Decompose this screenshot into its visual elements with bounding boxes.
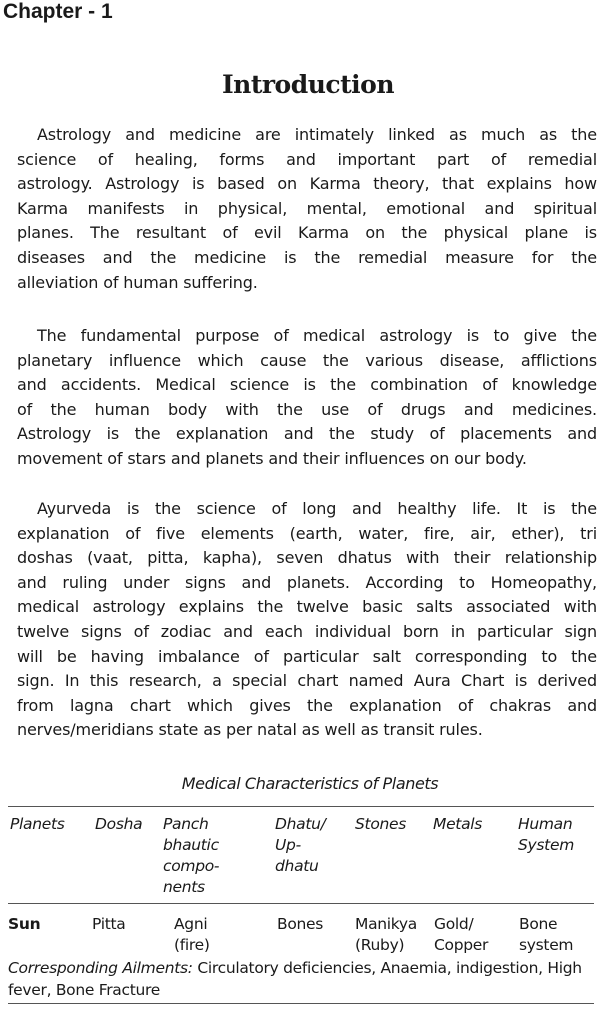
ailments-text: [8, 957, 596, 1001]
paragraph-line: explanation of five elements (earth, water, fire, air, ether), tri: [17, 523, 597, 543]
paragraph-line: medical astrology explains the twelve basic salts associated with: [17, 597, 597, 617]
paragraph-line: diseases and the medicine is the remedial measure for the: [17, 247, 597, 267]
table-header-cell: Panch bhautic compo- nents: [163, 815, 220, 896]
table-cell: Sun: [8, 915, 41, 933]
paragraph-line: Astrology is the explanation and the study of placements and: [17, 424, 597, 444]
paragraph-line: The fundamental purpose of medical astrology is to give the: [37, 326, 597, 345]
table-cell: Agni (fire): [174, 915, 210, 954]
table-header-cell: Dhatu/ Up- dhatu: [275, 815, 326, 875]
table-cell: Gold/ Copper: [434, 915, 489, 954]
table-cell: Manikya (Ruby): [355, 915, 417, 954]
table-header-cell: Metals: [433, 815, 483, 833]
table-bottom-rule: [8, 1003, 594, 1004]
chapter-heading: Chapter - 1: [3, 0, 113, 23]
paragraph-line: nerves/meridians state as per natal as well as transit rules.: [17, 720, 483, 740]
paragraph-line: Karma manifests in physical, mental, emotional and spiritual: [17, 198, 597, 218]
table-header-cell: Dosha: [95, 815, 143, 833]
paragraph-line: and accidents. Medical science is the combination of knowledge: [17, 375, 597, 395]
table-header-cell: Stones: [355, 815, 407, 833]
table-header-rule: [8, 903, 594, 904]
table-cell: Bones: [277, 915, 324, 933]
ailments-label: Corresponding Ailments:: [8, 959, 193, 977]
paragraph-line: alleviation of human suffering.: [17, 272, 258, 292]
paragraph-2: [17, 324, 597, 472]
paragraph-line: science of healing, forms and important part of remedial: [17, 149, 597, 169]
paragraph-line: planes. The resultant of evil Karma on the physical plane is: [17, 223, 597, 243]
paragraph-1: [17, 123, 597, 295]
table-header-cell: Human System: [518, 815, 574, 854]
paragraph-line: of the human body with the use of drugs and medicines.: [17, 399, 597, 419]
table-cell: Bone system: [519, 915, 574, 954]
paragraph-line: planetary influence which cause the various disease, afflictions: [17, 350, 597, 370]
paragraph-line: will be having imbalance of particular salt corresponding to the: [17, 646, 597, 666]
paragraph-3: [17, 497, 597, 743]
table-top-rule: [8, 806, 594, 807]
paragraph-line: and ruling under signs and planets. According to Homeopathy,: [17, 572, 597, 592]
table-cell: Pitta: [92, 915, 126, 933]
paragraph-line: from lagna chart which gives the explanation of chakras and: [17, 695, 597, 715]
paragraph-line: sign. In this research, a special chart named Aura Chart is derived: [17, 671, 597, 691]
paragraph-line: doshas (vaat, pitta, kapha), seven dhatus with their relationship: [17, 548, 597, 568]
paragraph-line: Astrology and medicine are intimately linked as much as the: [37, 125, 597, 144]
ailments-list: Circulatory deficiencies, Anaemia, indigestion, High fever, Bone Fracture: [8, 959, 582, 999]
paragraph-line: movement of stars and planets and their influences on our body.: [17, 448, 527, 468]
table-caption: Medical Characteristics of Planets: [181, 774, 439, 793]
paragraph-line: twelve signs of zodiac and each individual born in particular sign: [17, 621, 597, 641]
paragraph-line: astrology. Astrology is based on Karma theory, that explains how: [17, 174, 597, 194]
section-title: Introduction: [221, 70, 395, 99]
paragraph-line: Ayurveda is the science of long and healthy life. It is the: [37, 499, 597, 518]
table-header-cell: Planets: [10, 815, 65, 833]
